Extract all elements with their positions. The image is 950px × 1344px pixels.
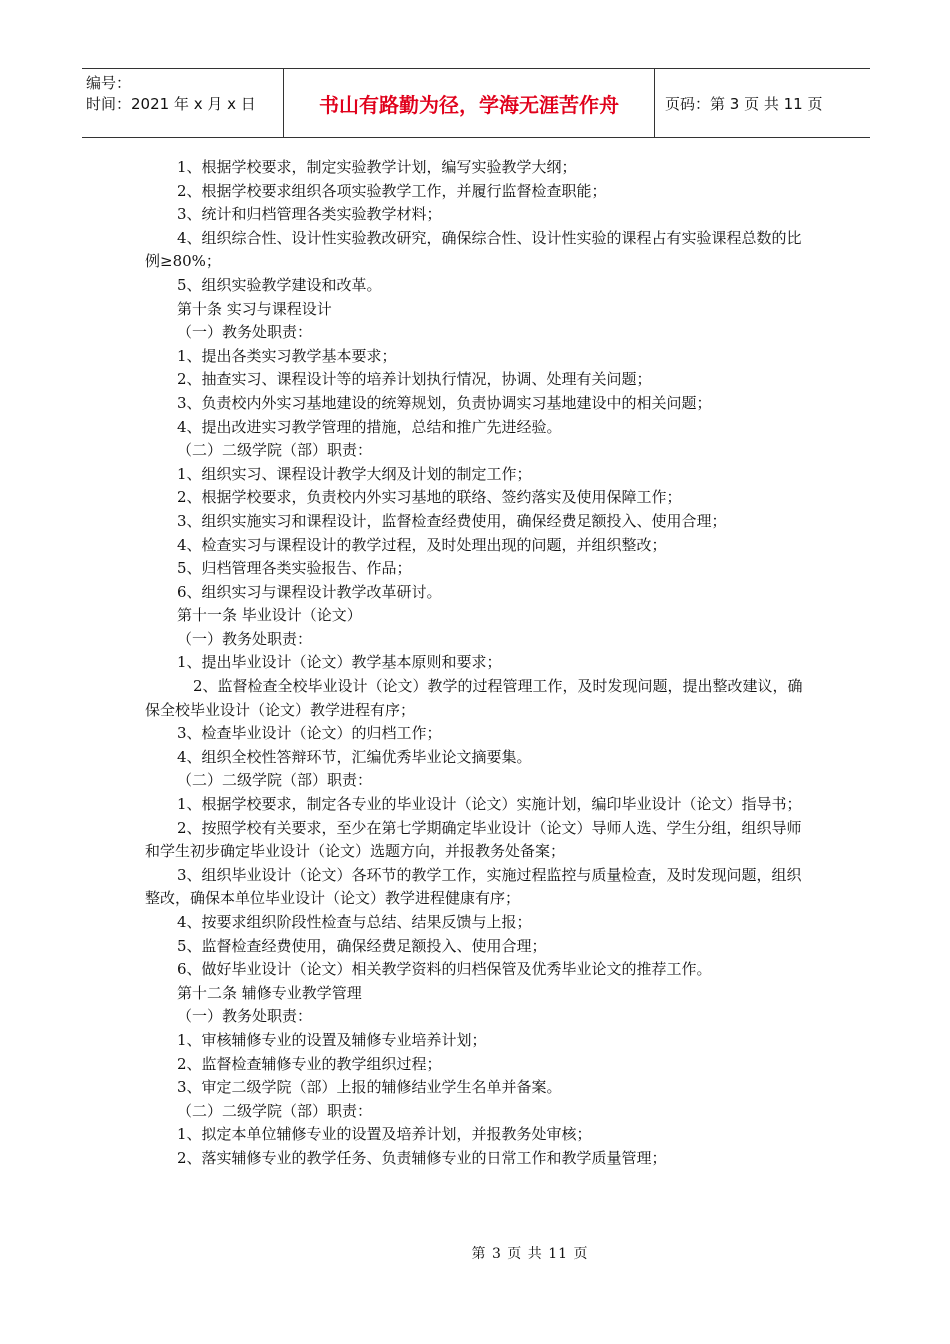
paragraph: 5、组织实验教学建设和改革。 [177, 275, 382, 294]
paragraph: 4、按要求组织阶段性检查与总结、结果反馈与上报； [177, 913, 532, 931]
paragraph: 2、落实辅修专业的教学任务、负责辅修专业的日常工作和教学质量管理； [177, 1148, 667, 1167]
paragraph: 1、根据学校要求，制定实验教学计划，编写实验教学大纲； [177, 158, 577, 176]
paragraph: 4、组织综合性、设计性实验教改研究，确保综合性、设计性实验的课程占有实验课程总数的比例≥80%； [145, 228, 802, 271]
paragraph: 3、统计和归档管理各类实验教学材料； [177, 205, 442, 224]
time-label: 时间：2021 年 x 月 x 日 [86, 95, 256, 113]
article-heading: 第十条 实习与课程设计 [177, 299, 332, 318]
section-heading: （二）二级学院（部）职责： [177, 441, 373, 460]
paragraph: 6、做好毕业设计（论文）相关教学资料的归档保管及优秀毕业论文的推荐工作。 [177, 960, 712, 979]
document-body [145, 156, 810, 1171]
section-heading: （一）教务处职责： [177, 323, 313, 342]
paragraph: 2、根据学校要求，负责校内外实习基地的联络、签约落实及使用保障工作； [177, 488, 682, 507]
paragraph: 1、审核辅修专业的设置及辅修专业培养计划； [177, 1030, 487, 1049]
paragraph: 2、监督检查全校毕业设计（论文）教学的过程管理工作，及时发现问题，提出整改建议，确保全校毕业设计（论文）教学进程有序； [145, 677, 803, 719]
paragraph: 3、组织毕业设计（论文）各环节的教学工作，实施过程监控与质量检查，及时发现问题，组织整改，确保本单位毕业设计（论文）教学进程健康有序； [145, 865, 802, 908]
article-heading: 第十二条 辅修专业教学管理 [177, 983, 362, 1002]
section-heading: （一）教务处职责： [177, 1007, 313, 1026]
paragraph: 4、提出改进实习教学管理的措施，总结和推广先进经验。 [177, 417, 562, 436]
header-meta [82, 69, 284, 137]
header-page-label: 页码：第 3 页 共 11 页 [665, 94, 823, 113]
paragraph: 3、组织实施实习和课程设计，监督检查经费使用，确保经费足额投入、使用合理； [177, 511, 727, 530]
page-header [82, 68, 870, 138]
page-footer [0, 1243, 950, 1263]
paragraph: 3、负责校内外实习基地建设的统筹规划，负责协调实习基地建设中的相关问题； [177, 393, 712, 412]
paragraph: 1、提出各类实习教学基本要求； [177, 346, 397, 365]
paragraph: 6、组织实习与课程设计教学改革研讨。 [177, 582, 442, 601]
paragraph: 2、监督检查辅修专业的教学组织过程； [177, 1054, 442, 1073]
paragraph: 1、提出毕业设计（论文）教学基本原则和要求； [177, 653, 502, 672]
footer-page-number: 第 3 页 共 11 页 [471, 1246, 589, 1262]
number-label: 编号： [86, 74, 132, 92]
article-heading: 第十一条 毕业设计（论文） [177, 606, 362, 625]
paragraph: 3、检查毕业设计（论文）的归档工作； [177, 724, 442, 743]
paragraph: 2、根据学校要求组织各项实验教学工作，并履行监督检查职能； [177, 181, 607, 200]
section-heading: （二）二级学院（部）职责： [177, 771, 373, 790]
paragraph: 1、拟定本单位辅修专业的设置及培养计划，并报教务处审核； [177, 1125, 592, 1144]
paragraph: 5、监督检查经费使用，确保经费足额投入、使用合理； [177, 936, 547, 955]
paragraph: 2、抽查实习、课程设计等的培养计划执行情况，协调、处理有关问题； [177, 370, 652, 389]
paragraph: 1、根据学校要求，制定各专业的毕业设计（论文）实施计划，编印毕业设计（论文）指导书； [177, 795, 802, 814]
paragraph: 4、检查实习与课程设计的教学过程，及时处理出现的问题，并组织整改； [177, 535, 667, 554]
paragraph: 3、审定二级学院（部）上报的辅修结业学生名单并备案。 [177, 1078, 562, 1097]
header-motto: 书山有路勤为径，学海无涯苦作舟 [284, 69, 655, 137]
paragraph: 1、组织实习、课程设计教学大纲及计划的制定工作； [177, 464, 532, 483]
paragraph: 4、组织全校性答辩环节，汇编优秀毕业论文摘要集。 [177, 747, 532, 766]
paragraph: 5、归档管理各类实验报告、作品； [177, 559, 412, 578]
section-heading: （一）教务处职责： [177, 629, 313, 648]
section-heading: （二）二级学院（部）职责： [177, 1101, 373, 1120]
paragraph: 2、按照学校有关要求，至少在第七学期确定毕业设计（论文）导师人选、学生分组，组织导师和学生初步确定毕业设计（论文）选题方向，并报教务处备案； [145, 818, 802, 861]
